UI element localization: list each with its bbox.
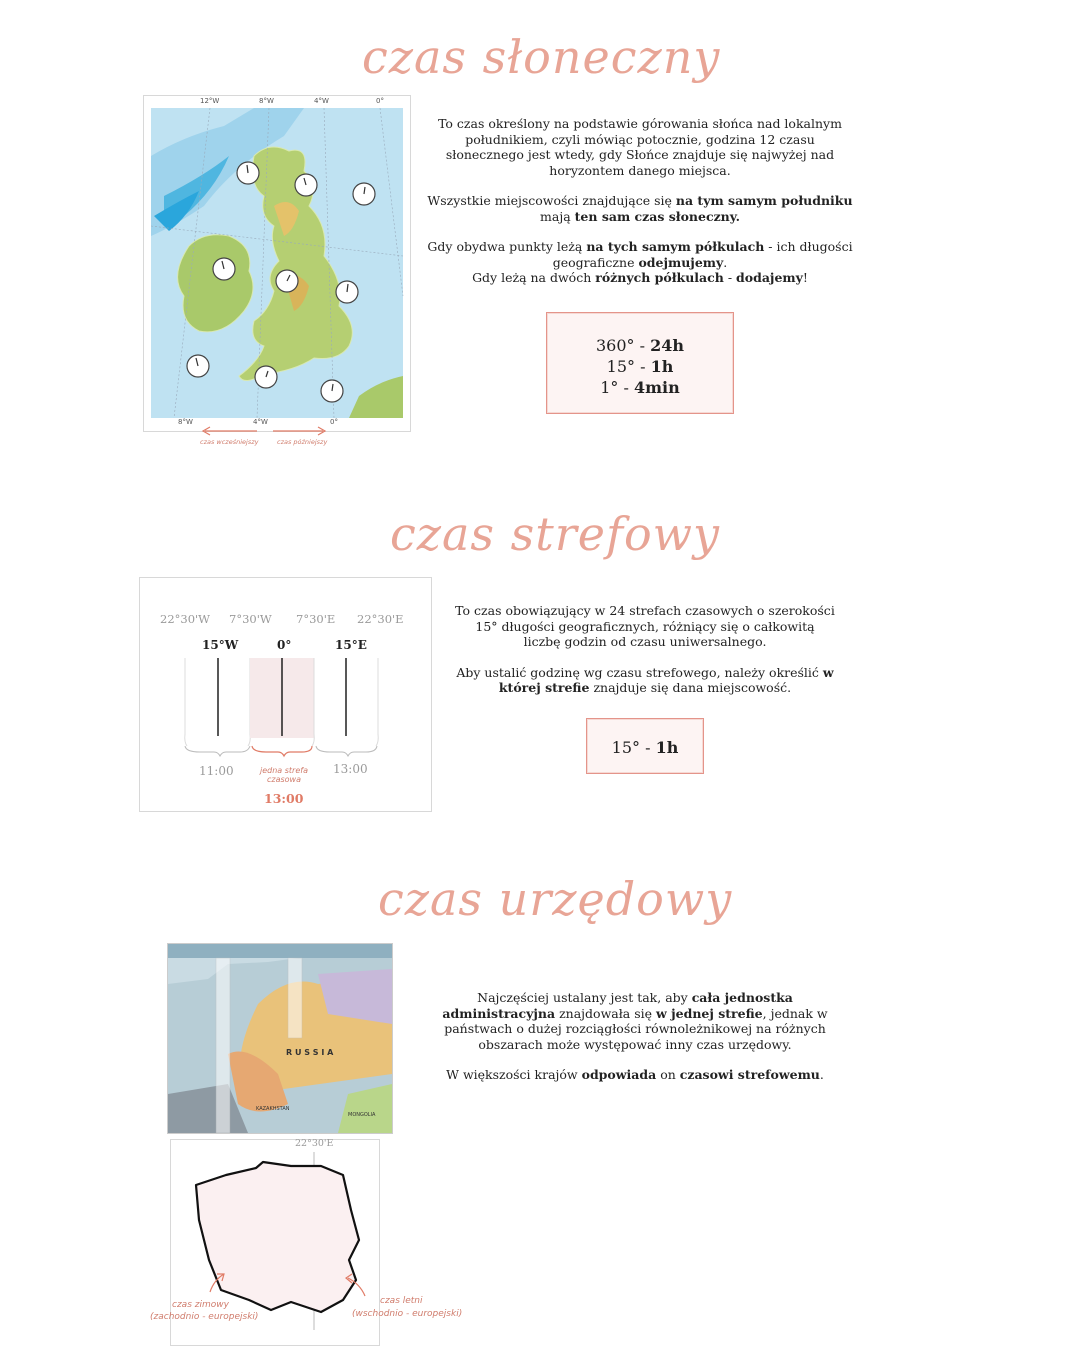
zone-strips: [140, 654, 431, 759]
zone-conversion-box: 15° - 1h: [586, 718, 704, 774]
poland-annotation-arrows: [200, 1262, 370, 1302]
label-mongolia: MONGOLIA: [348, 1112, 376, 1118]
winter-time-sublabel: (zachodnio - europejski): [150, 1312, 259, 1322]
zone-paragraph-1: To czas obowiązujący w 24 strefach czasowych o szerokości 15° długości geograficznych, różniący się o całkowitą liczbę godzin od czasu uniwersalnego.: [455, 603, 835, 649]
coord-22-30-e: 22°30'E: [357, 612, 404, 626]
zone-time-center: 13:00: [264, 791, 304, 806]
uk-map-card: [143, 95, 411, 432]
coord-22-30-w: 22°30'W: [160, 612, 210, 626]
zone-note: jedna strefa czasowa: [260, 766, 308, 784]
map-top-label-8w: 8°W: [259, 97, 274, 105]
label-russia: R U S S I A: [286, 1048, 334, 1057]
map-bottom-label-0: 0°: [330, 418, 338, 426]
meridian-15w: 15°W: [202, 638, 239, 652]
zone-description: [455, 603, 835, 696]
solar-paragraph-2: Wszystkie miejscowości znajdujące się na tym samym południku mają ten sam czas słoneczny.: [427, 193, 853, 224]
zone-paragraph-2: Aby ustalić godzinę wg czasu strefowego, należy określić w której strefie znajduje się dana miejscowość.: [456, 664, 834, 695]
summer-time-label: czas letni: [380, 1296, 423, 1306]
label-earlier-time: czas wcześniejszy: [200, 438, 259, 446]
heading-zone-time: czas strefowy: [390, 507, 721, 561]
map-bottom-label-4w: 4°W: [253, 418, 268, 426]
russia-map-image: [168, 944, 392, 1133]
solar-description: [425, 116, 855, 286]
label-later-time: czas późniejszy: [277, 438, 328, 446]
heading-official-time: czas urzędowy: [378, 872, 733, 926]
map-top-label-0: 0°: [376, 97, 384, 105]
solar-conversion-box: 360° - 24h 15° - 1h 1° - 4min: [546, 312, 734, 414]
heading-solar-time: czas słoneczny: [362, 30, 721, 84]
meridian-15e: 15°E: [335, 638, 367, 652]
official-paragraph-1: Najczęściej ustalany jest tak, aby cała jednostka administracyjna znajdowała się w jednej strefie, jednak w państwach o dużej rozciągłości równoleżnikowej na różnych obszarach może występować inny czas urzędowy.: [442, 990, 828, 1052]
zone-time-right: 13:00: [333, 762, 368, 776]
official-paragraph-2: W większości krajów odpowiada on czasowi strefowemu.: [446, 1067, 824, 1082]
summer-time-sublabel: (wschodnio - europejski): [352, 1309, 463, 1319]
time-zone-diagram: [139, 577, 432, 812]
meridian-0: 0°: [277, 638, 292, 652]
map-top-label-12w: 12°W: [200, 97, 220, 105]
poland-meridian-label: 22°30'E: [295, 1138, 334, 1149]
coord-7-30-e: 7°30'E: [296, 612, 336, 626]
time-direction-arrows: [195, 424, 335, 438]
solar-paragraph-3: Gdy obydwa punkty leżą na tych samym półkulach - ich długości geograficzne odejmujemy. Gdy leżą na dwóch różnych półkulach - dodajemy!: [427, 239, 853, 285]
map-bottom-label-8w: 8°W: [178, 418, 193, 426]
solar-paragraph-1: To czas określony na podstawie górowania słońca nad lokalnym południkiem, czyli mówiąc potocznie, godzina 12 czasu słonecznego jest wtedy, gdy Słońce znajduje się najwyżej nad horyzontem danego miejsca.: [438, 116, 842, 178]
russia-time-zone-map: [167, 943, 393, 1134]
map-top-label-4w: 4°W: [314, 97, 329, 105]
coord-7-30-w: 7°30'W: [229, 612, 272, 626]
official-description: [437, 990, 833, 1083]
label-kazakhstan: KAZAKHSTAN: [256, 1106, 290, 1112]
winter-time-label: czas zimowy: [172, 1300, 229, 1310]
uk-map-image: [144, 96, 410, 431]
zone-time-left: 11:00: [199, 764, 234, 778]
